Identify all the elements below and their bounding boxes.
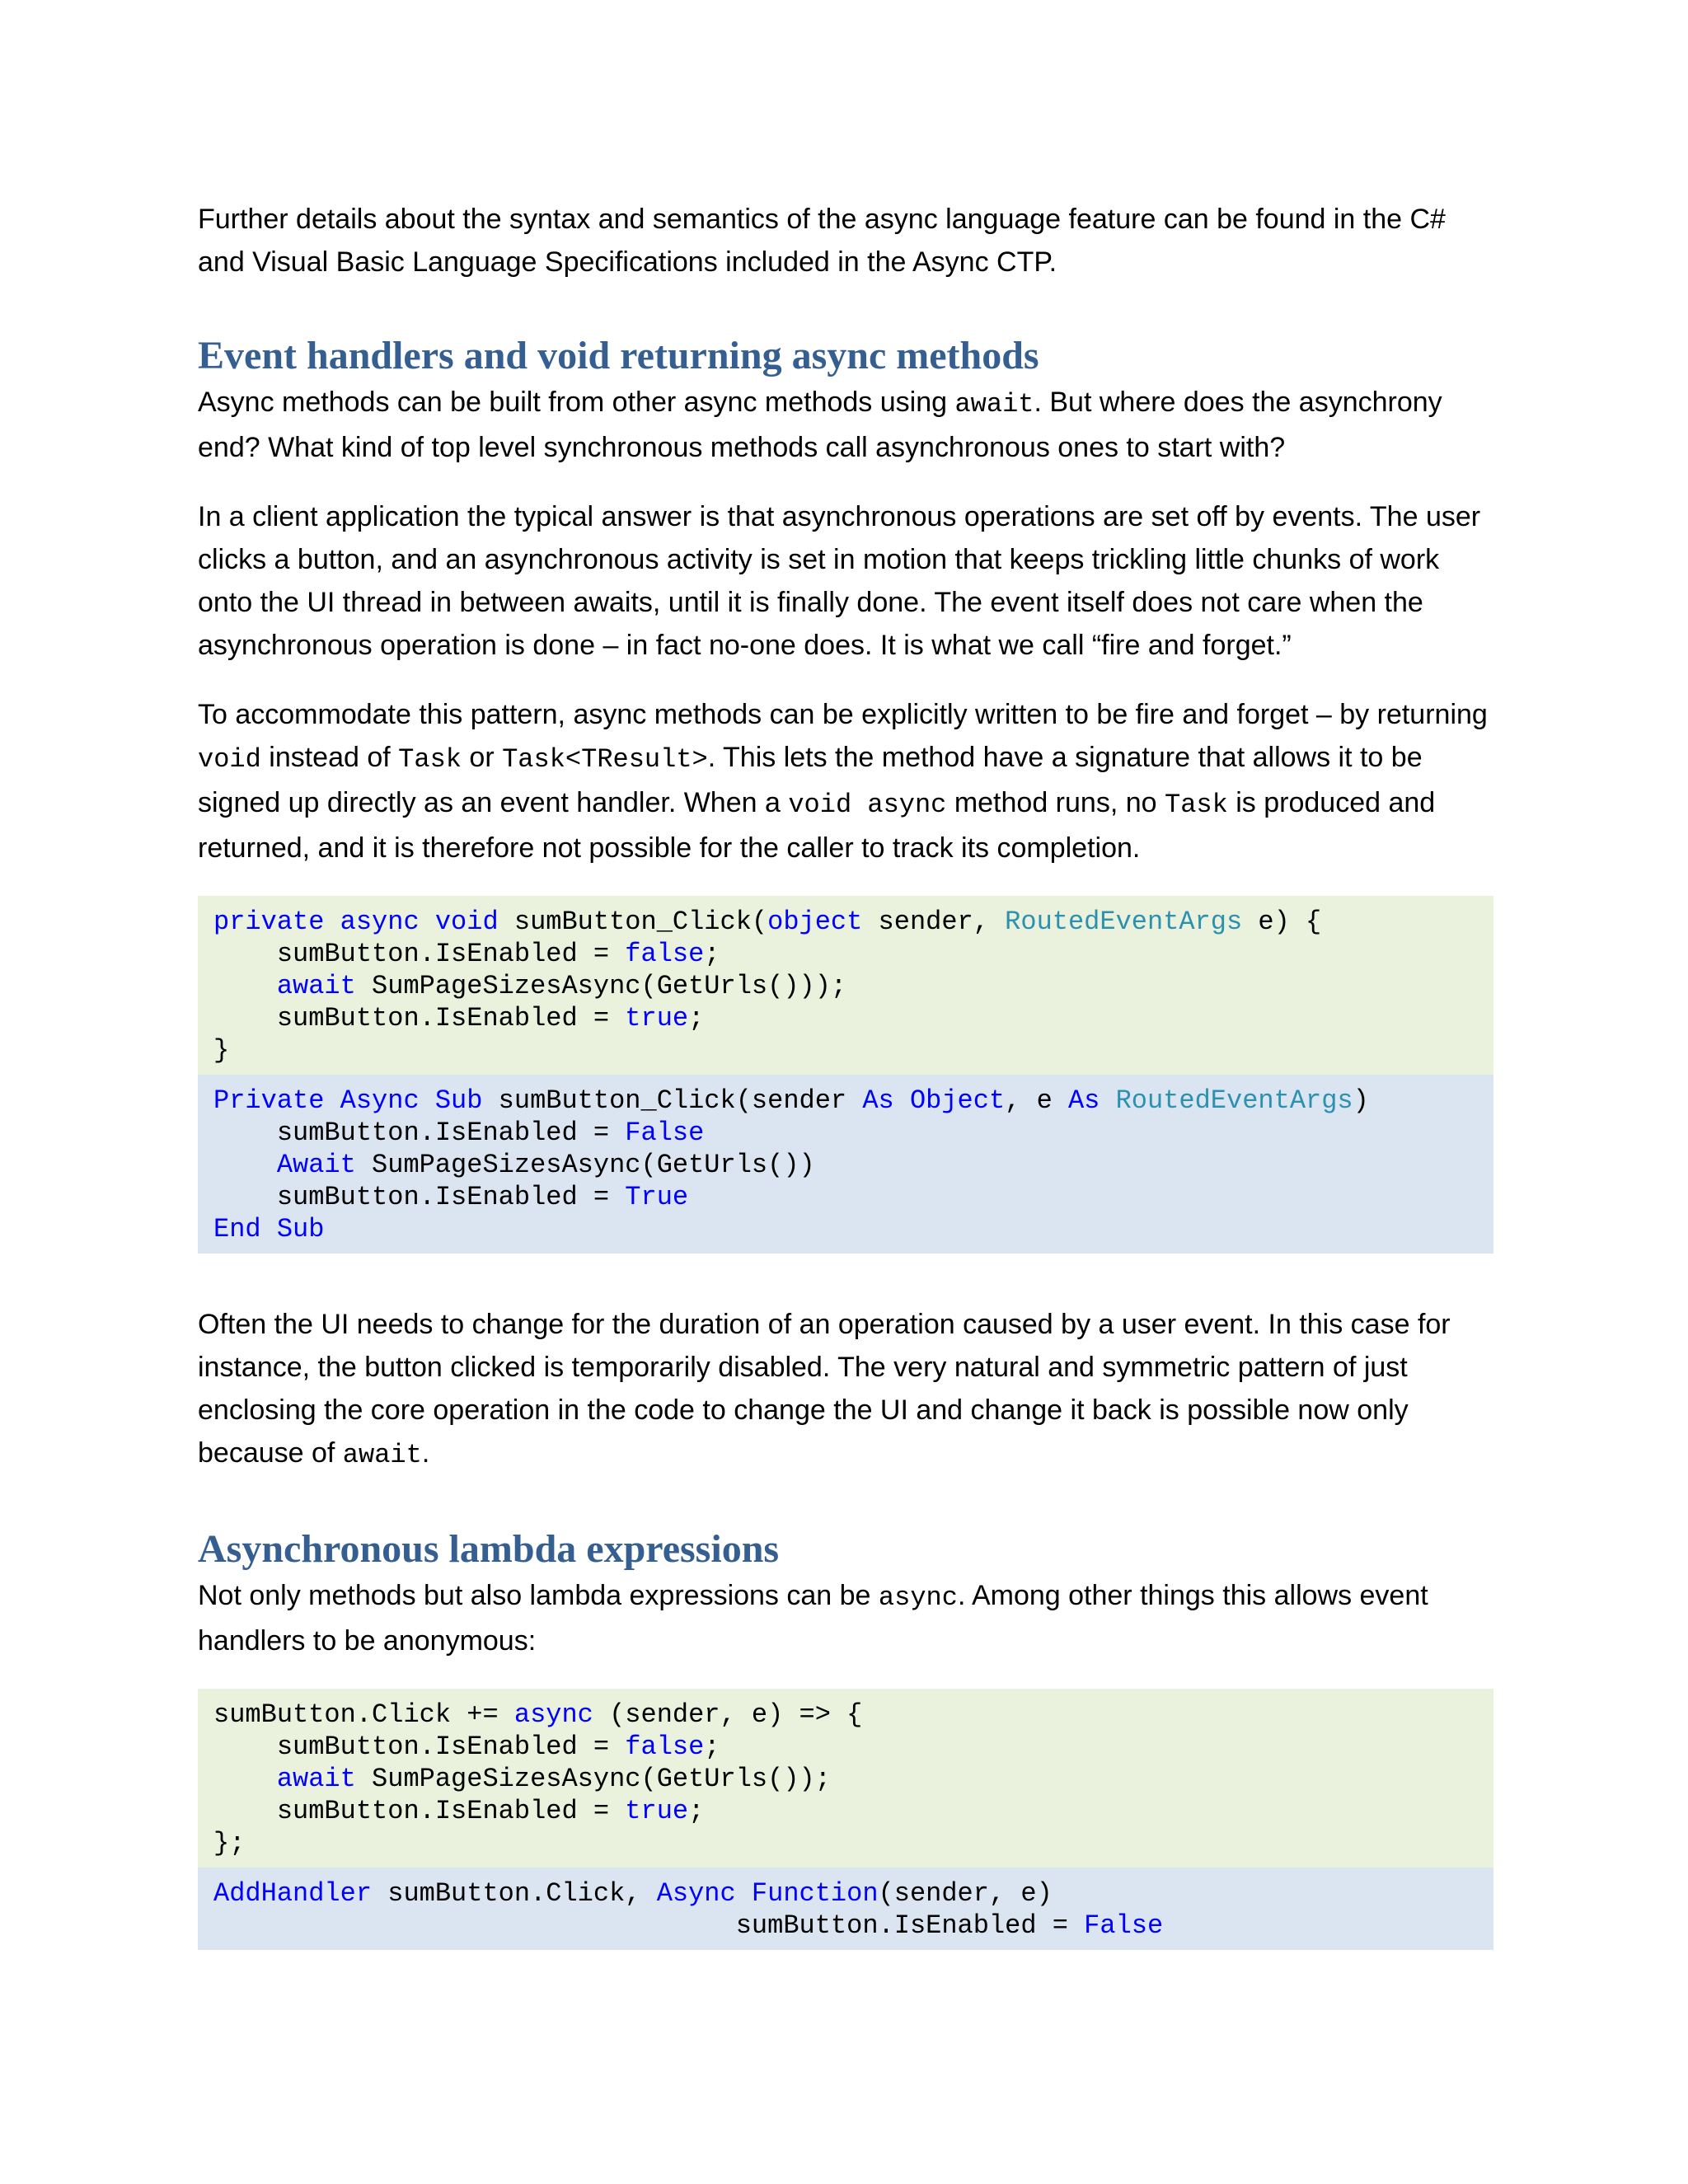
paragraph-fire-and-forget: To accommodate this pattern, async methods can be explicitly written to be fire and forget – by returning void instead of Task or Task<TResult>. This lets the method have a signature that allows it to be signed up directly as an event handler. When a void async method runs, no Task is produced and returned, and it is therefore not possible for the caller to track its completion. <box>198 699 1488 864</box>
inline-code: await <box>954 389 1034 419</box>
section-heading-async-lambdas: Asynchronous lambda expressions <box>198 1527 780 1571</box>
paragraph-ui-change: Often the UI needs to change for the duration of an operation caused by a user event. In this case for instance, the button clicked is temporarily disabled. The very natural and symmetric pattern of just enclosing the core operation in the code to change the UI and change it back is possible now only because of await. <box>198 1309 1451 1470</box>
paragraph-lambda-expressions: Not only methods but also lambda expressions can be async. Among other things this allows event handlers to be anonymous: <box>198 1580 1428 1657</box>
intro-paragraph: Further details about the syntax and semantics of the async language feature can be found in the C# and Visual Basic Language Specifications included in the Async CTP. <box>198 204 1446 278</box>
paragraph-async-methods: Async methods can be built from other async methods using await. But where does the asynchrony end? What kind of top level synchronous methods call asynchronous ones to start with? <box>198 387 1442 463</box>
section-heading-event-handlers: Event handlers and void returning async methods <box>198 334 1039 377</box>
code-block-csharp-event-handler: private async void sumButton_Click(object sender, RoutedEventArgs e) { sumButton.IsEnabled = false; await SumPageSizesAsync(GetUrls())); sumButton.IsEnabled = true; } <box>198 896 1493 1075</box>
code-block-csharp-lambda: sumButton.Click += async (sender, e) => { sumButton.IsEnabled = false; await SumPageSizesAsync(GetUrls()); sumButton.IsEnabled = true; }; <box>198 1689 1493 1868</box>
paragraph-client-application: In a client application the typical answer is that asynchronous operations are set off by events. The user clicks a button, and an asynchronous activity is set in motion that keeps trickling little chunks of work onto the UI thread in between awaits, until it is finally done. The event itself does not care when the asynchronous operation is done – in fact no-one does. It is what we call “fire and forget.” <box>198 501 1481 661</box>
code-block-vb-event-handler: Private Async Sub sumButton_Click(sender As Object, e As RoutedEventArgs) sumButton.IsEnabled = False Await SumPageSizesAsync(GetUrls()) sumButton.IsEnabled = True End Sub <box>198 1075 1493 1254</box>
code-block-vb-lambda: AddHandler sumButton.Click, Async Function(sender, e) sumButton.IsEnabled = False <box>198 1868 1493 1950</box>
document-page <box>198 198 1493 1950</box>
